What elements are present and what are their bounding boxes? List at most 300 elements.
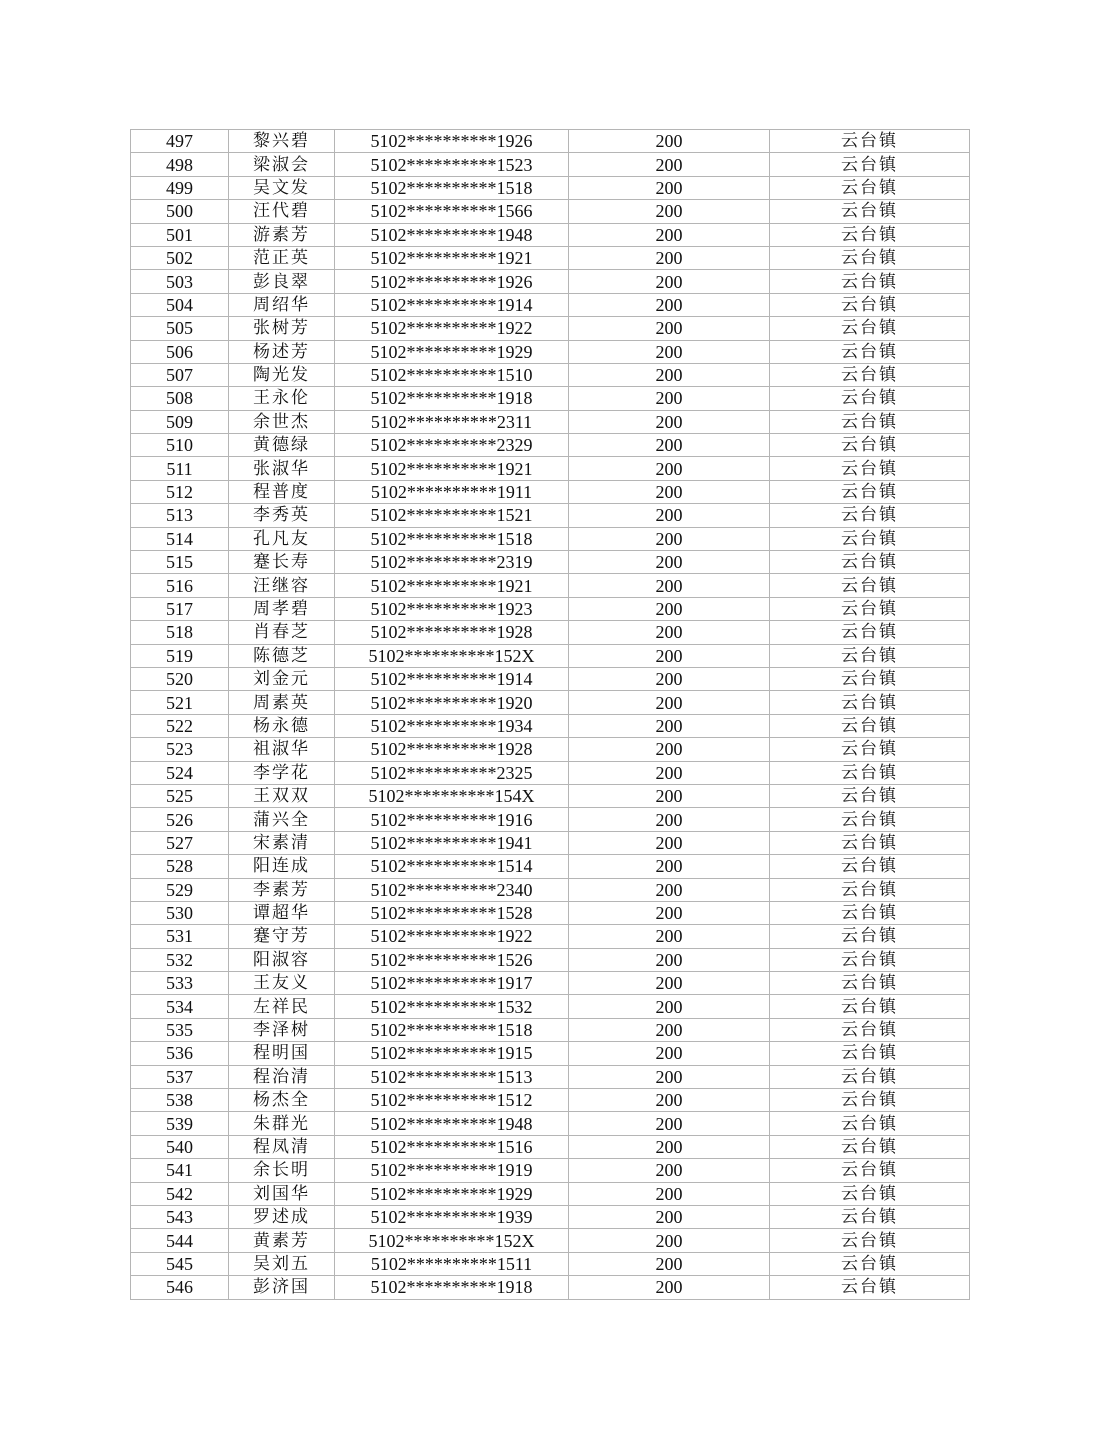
amount-cell: 200: [569, 878, 770, 901]
row-number-cell: 534: [131, 995, 229, 1018]
town-cell: 云台镇: [770, 1205, 970, 1228]
row-number-cell: 500: [131, 200, 229, 223]
id-number-cell: 5102**********1920: [335, 691, 569, 714]
town-cell: 云台镇: [770, 855, 970, 878]
person-name-cell: 左祥民: [229, 995, 335, 1018]
id-number-cell: 5102**********1939: [335, 1205, 569, 1228]
amount-cell: 200: [569, 410, 770, 433]
amount-cell: 200: [569, 831, 770, 854]
table-row: [131, 1182, 970, 1205]
person-name-cell: 阳连成: [229, 855, 335, 878]
person-name-cell: 张淑华: [229, 457, 335, 480]
table-row: [131, 1252, 970, 1275]
id-number-cell: 5102**********1566: [335, 200, 569, 223]
table-row: [131, 878, 970, 901]
row-number-cell: 542: [131, 1182, 229, 1205]
row-number-cell: 497: [131, 130, 229, 153]
row-number-cell: 506: [131, 340, 229, 363]
person-name-cell: 朱群光: [229, 1112, 335, 1135]
town-cell: 云台镇: [770, 480, 970, 503]
town-cell: 云台镇: [770, 200, 970, 223]
table-row: [131, 855, 970, 878]
table-row: [131, 1065, 970, 1088]
person-name-cell: 李素芳: [229, 878, 335, 901]
amount-cell: 200: [569, 387, 770, 410]
town-cell: 云台镇: [770, 644, 970, 667]
row-number-cell: 536: [131, 1042, 229, 1065]
person-name-cell: 李泽树: [229, 1018, 335, 1041]
amount-cell: 200: [569, 667, 770, 690]
row-number-cell: 515: [131, 551, 229, 574]
amount-cell: 200: [569, 246, 770, 269]
person-name-cell: 杨永德: [229, 714, 335, 737]
row-number-cell: 508: [131, 387, 229, 410]
town-cell: 云台镇: [770, 527, 970, 550]
town-cell: 云台镇: [770, 597, 970, 620]
table-row: [131, 995, 970, 1018]
amount-cell: 200: [569, 621, 770, 644]
id-number-cell: 5102**********152X: [335, 1229, 569, 1252]
table-row: [131, 1042, 970, 1065]
person-name-cell: 王友义: [229, 972, 335, 995]
row-number-cell: 532: [131, 948, 229, 971]
id-number-cell: 5102**********1918: [335, 387, 569, 410]
row-number-cell: 524: [131, 761, 229, 784]
person-name-cell: 陶光发: [229, 363, 335, 386]
person-name-cell: 程凤清: [229, 1135, 335, 1158]
row-number-cell: 545: [131, 1252, 229, 1275]
town-cell: 云台镇: [770, 340, 970, 363]
town-cell: 云台镇: [770, 434, 970, 457]
town-cell: 云台镇: [770, 1089, 970, 1112]
person-name-cell: 李学花: [229, 761, 335, 784]
id-number-cell: 5102**********1526: [335, 948, 569, 971]
person-name-cell: 肖春芝: [229, 621, 335, 644]
person-name-cell: 蒲兴全: [229, 808, 335, 831]
person-name-cell: 李秀英: [229, 504, 335, 527]
row-number-cell: 538: [131, 1089, 229, 1112]
table-row: [131, 1205, 970, 1228]
row-number-cell: 505: [131, 317, 229, 340]
id-number-cell: 5102**********1923: [335, 597, 569, 620]
id-number-cell: 5102**********152X: [335, 644, 569, 667]
table-row: [131, 153, 970, 176]
row-number-cell: 546: [131, 1276, 229, 1299]
town-cell: 云台镇: [770, 878, 970, 901]
town-cell: 云台镇: [770, 317, 970, 340]
table-row: [131, 597, 970, 620]
id-number-cell: 5102**********2319: [335, 551, 569, 574]
person-name-cell: 梁淑会: [229, 153, 335, 176]
table-row: [131, 1276, 970, 1299]
amount-cell: 200: [569, 1159, 770, 1182]
table-row: [131, 901, 970, 924]
id-number-cell: 5102**********1921: [335, 457, 569, 480]
amount-cell: 200: [569, 972, 770, 995]
table-row: [131, 644, 970, 667]
person-name-cell: 刘国华: [229, 1182, 335, 1205]
table-row: [131, 246, 970, 269]
town-cell: 云台镇: [770, 995, 970, 1018]
table-row: [131, 410, 970, 433]
id-number-cell: 5102**********1928: [335, 621, 569, 644]
table-row: [131, 691, 970, 714]
id-number-cell: 5102**********1917: [335, 972, 569, 995]
person-name-cell: 杨述芳: [229, 340, 335, 363]
id-number-cell: 5102**********1532: [335, 995, 569, 1018]
row-number-cell: 533: [131, 972, 229, 995]
row-number-cell: 516: [131, 574, 229, 597]
town-cell: 云台镇: [770, 457, 970, 480]
person-name-cell: 黄德绿: [229, 434, 335, 457]
town-cell: 云台镇: [770, 574, 970, 597]
person-name-cell: 程普度: [229, 480, 335, 503]
id-number-cell: 5102**********1921: [335, 246, 569, 269]
row-number-cell: 514: [131, 527, 229, 550]
person-name-cell: 范正英: [229, 246, 335, 269]
row-number-cell: 518: [131, 621, 229, 644]
row-number-cell: 539: [131, 1112, 229, 1135]
table-row: [131, 1089, 970, 1112]
row-number-cell: 523: [131, 738, 229, 761]
table-row: [131, 340, 970, 363]
row-number-cell: 520: [131, 667, 229, 690]
person-name-cell: 王双双: [229, 784, 335, 807]
person-name-cell: 汪继容: [229, 574, 335, 597]
amount-cell: 200: [569, 153, 770, 176]
id-number-cell: 5102**********1926: [335, 270, 569, 293]
town-cell: 云台镇: [770, 948, 970, 971]
id-number-cell: 5102**********1941: [335, 831, 569, 854]
person-name-cell: 程明国: [229, 1042, 335, 1065]
town-cell: 云台镇: [770, 925, 970, 948]
row-number-cell: 509: [131, 410, 229, 433]
row-number-cell: 527: [131, 831, 229, 854]
person-name-cell: 罗述成: [229, 1205, 335, 1228]
table-row: [131, 667, 970, 690]
town-cell: 云台镇: [770, 153, 970, 176]
town-cell: 云台镇: [770, 831, 970, 854]
row-number-cell: 544: [131, 1229, 229, 1252]
town-cell: 云台镇: [770, 223, 970, 246]
amount-cell: 200: [569, 1112, 770, 1135]
town-cell: 云台镇: [770, 176, 970, 199]
row-number-cell: 530: [131, 901, 229, 924]
town-cell: 云台镇: [770, 972, 970, 995]
amount-cell: 200: [569, 855, 770, 878]
town-cell: 云台镇: [770, 901, 970, 924]
amount-cell: 200: [569, 1089, 770, 1112]
id-number-cell: 5102**********1523: [335, 153, 569, 176]
table-row: [131, 176, 970, 199]
amount-cell: 200: [569, 691, 770, 714]
amount-cell: 200: [569, 1252, 770, 1275]
amount-cell: 200: [569, 738, 770, 761]
table-row: [131, 761, 970, 784]
row-number-cell: 512: [131, 480, 229, 503]
town-cell: 云台镇: [770, 691, 970, 714]
row-number-cell: 499: [131, 176, 229, 199]
person-name-cell: 余世杰: [229, 410, 335, 433]
amount-cell: 200: [569, 551, 770, 574]
person-name-cell: 蹇长寿: [229, 551, 335, 574]
row-number-cell: 501: [131, 223, 229, 246]
table-row: [131, 948, 970, 971]
person-name-cell: 蹇守芳: [229, 925, 335, 948]
amount-cell: 200: [569, 504, 770, 527]
person-name-cell: 吴刘五: [229, 1252, 335, 1275]
table-row: [131, 1135, 970, 1158]
amount-cell: 200: [569, 948, 770, 971]
town-cell: 云台镇: [770, 808, 970, 831]
id-number-cell: 5102**********2329: [335, 434, 569, 457]
table-row: [131, 1112, 970, 1135]
row-number-cell: 528: [131, 855, 229, 878]
person-name-cell: 宋素清: [229, 831, 335, 854]
table-row: [131, 504, 970, 527]
row-number-cell: 502: [131, 246, 229, 269]
town-cell: 云台镇: [770, 621, 970, 644]
id-number-cell: 5102**********1915: [335, 1042, 569, 1065]
amount-cell: 200: [569, 597, 770, 620]
person-name-cell: 王永伦: [229, 387, 335, 410]
amount-cell: 200: [569, 995, 770, 1018]
person-name-cell: 黎兴碧: [229, 130, 335, 153]
row-number-cell: 503: [131, 270, 229, 293]
table-row: [131, 621, 970, 644]
table-row: [131, 387, 970, 410]
id-number-cell: 5102**********1916: [335, 808, 569, 831]
row-number-cell: 513: [131, 504, 229, 527]
town-cell: 云台镇: [770, 1159, 970, 1182]
row-number-cell: 517: [131, 597, 229, 620]
town-cell: 云台镇: [770, 130, 970, 153]
roster-table: [130, 129, 970, 1300]
amount-cell: 200: [569, 340, 770, 363]
amount-cell: 200: [569, 130, 770, 153]
town-cell: 云台镇: [770, 1018, 970, 1041]
person-name-cell: 祖淑华: [229, 738, 335, 761]
amount-cell: 200: [569, 1042, 770, 1065]
amount-cell: 200: [569, 176, 770, 199]
row-number-cell: 521: [131, 691, 229, 714]
amount-cell: 200: [569, 1229, 770, 1252]
id-number-cell: 5102**********1921: [335, 574, 569, 597]
person-name-cell: 彭济国: [229, 1276, 335, 1299]
town-cell: 云台镇: [770, 504, 970, 527]
row-number-cell: 522: [131, 714, 229, 737]
table-row: [131, 363, 970, 386]
table-row: [131, 200, 970, 223]
table-row: [131, 317, 970, 340]
amount-cell: 200: [569, 527, 770, 550]
table-row: [131, 831, 970, 854]
row-number-cell: 531: [131, 925, 229, 948]
row-number-cell: 526: [131, 808, 229, 831]
table-row: [131, 574, 970, 597]
id-number-cell: 5102**********1934: [335, 714, 569, 737]
table-row: [131, 1229, 970, 1252]
amount-cell: 200: [569, 1205, 770, 1228]
id-number-cell: 5102**********1929: [335, 1182, 569, 1205]
id-number-cell: 5102**********1511: [335, 1252, 569, 1275]
person-name-cell: 张树芳: [229, 317, 335, 340]
id-number-cell: 5102**********154X: [335, 784, 569, 807]
table-row: [131, 1159, 970, 1182]
id-number-cell: 5102**********1518: [335, 527, 569, 550]
row-number-cell: 519: [131, 644, 229, 667]
id-number-cell: 5102**********1512: [335, 1089, 569, 1112]
amount-cell: 200: [569, 200, 770, 223]
row-number-cell: 541: [131, 1159, 229, 1182]
person-name-cell: 谭超华: [229, 901, 335, 924]
row-number-cell: 543: [131, 1205, 229, 1228]
amount-cell: 200: [569, 1018, 770, 1041]
town-cell: 云台镇: [770, 1135, 970, 1158]
row-number-cell: 511: [131, 457, 229, 480]
amount-cell: 200: [569, 1135, 770, 1158]
row-number-cell: 540: [131, 1135, 229, 1158]
town-cell: 云台镇: [770, 363, 970, 386]
id-number-cell: 5102**********1521: [335, 504, 569, 527]
amount-cell: 200: [569, 901, 770, 924]
person-name-cell: 杨杰全: [229, 1089, 335, 1112]
amount-cell: 200: [569, 1065, 770, 1088]
amount-cell: 200: [569, 644, 770, 667]
amount-cell: 200: [569, 714, 770, 737]
amount-cell: 200: [569, 434, 770, 457]
amount-cell: 200: [569, 1182, 770, 1205]
row-number-cell: 535: [131, 1018, 229, 1041]
town-cell: 云台镇: [770, 1112, 970, 1135]
table-row: [131, 457, 970, 480]
town-cell: 云台镇: [770, 246, 970, 269]
row-number-cell: 529: [131, 878, 229, 901]
id-number-cell: 5102**********1948: [335, 223, 569, 246]
amount-cell: 200: [569, 574, 770, 597]
table-row: [131, 551, 970, 574]
id-number-cell: 5102**********1922: [335, 317, 569, 340]
amount-cell: 200: [569, 317, 770, 340]
id-number-cell: 5102**********1518: [335, 176, 569, 199]
town-cell: 云台镇: [770, 667, 970, 690]
person-name-cell: 陈德芝: [229, 644, 335, 667]
amount-cell: 200: [569, 457, 770, 480]
table-row: [131, 784, 970, 807]
id-number-cell: 5102**********1510: [335, 363, 569, 386]
person-name-cell: 汪代碧: [229, 200, 335, 223]
id-number-cell: 5102**********1914: [335, 667, 569, 690]
person-name-cell: 周素英: [229, 691, 335, 714]
town-cell: 云台镇: [770, 1042, 970, 1065]
person-name-cell: 游素芳: [229, 223, 335, 246]
amount-cell: 200: [569, 761, 770, 784]
id-number-cell: 5102**********1948: [335, 1112, 569, 1135]
town-cell: 云台镇: [770, 387, 970, 410]
id-number-cell: 5102**********2340: [335, 878, 569, 901]
amount-cell: 200: [569, 1276, 770, 1299]
town-cell: 云台镇: [770, 784, 970, 807]
roster-table-body: [131, 130, 970, 1300]
table-row: [131, 223, 970, 246]
person-name-cell: 刘金元: [229, 667, 335, 690]
id-number-cell: 5102**********1919: [335, 1159, 569, 1182]
town-cell: 云台镇: [770, 738, 970, 761]
person-name-cell: 余长明: [229, 1159, 335, 1182]
town-cell: 云台镇: [770, 1229, 970, 1252]
id-number-cell: 5102**********1926: [335, 130, 569, 153]
id-number-cell: 5102**********1914: [335, 293, 569, 316]
amount-cell: 200: [569, 784, 770, 807]
table-row: [131, 130, 970, 153]
table-row: [131, 293, 970, 316]
amount-cell: 200: [569, 270, 770, 293]
row-number-cell: 507: [131, 363, 229, 386]
person-name-cell: 程治清: [229, 1065, 335, 1088]
town-cell: 云台镇: [770, 1252, 970, 1275]
table-row: [131, 480, 970, 503]
row-number-cell: 525: [131, 784, 229, 807]
row-number-cell: 498: [131, 153, 229, 176]
town-cell: 云台镇: [770, 270, 970, 293]
row-number-cell: 504: [131, 293, 229, 316]
table-row: [131, 738, 970, 761]
id-number-cell: 5102**********1518: [335, 1018, 569, 1041]
table-row: [131, 434, 970, 457]
table-row: [131, 1018, 970, 1041]
amount-cell: 200: [569, 480, 770, 503]
person-name-cell: 黄素芳: [229, 1229, 335, 1252]
id-number-cell: 5102**********1911: [335, 480, 569, 503]
town-cell: 云台镇: [770, 714, 970, 737]
table-row: [131, 925, 970, 948]
amount-cell: 200: [569, 293, 770, 316]
town-cell: 云台镇: [770, 761, 970, 784]
id-number-cell: 5102**********1922: [335, 925, 569, 948]
id-number-cell: 5102**********2311: [335, 410, 569, 433]
person-name-cell: 阳淑容: [229, 948, 335, 971]
amount-cell: 200: [569, 925, 770, 948]
table-row: [131, 714, 970, 737]
person-name-cell: 周孝碧: [229, 597, 335, 620]
person-name-cell: 吴文发: [229, 176, 335, 199]
town-cell: 云台镇: [770, 551, 970, 574]
amount-cell: 200: [569, 808, 770, 831]
person-name-cell: 孔凡友: [229, 527, 335, 550]
table-row: [131, 527, 970, 550]
town-cell: 云台镇: [770, 1182, 970, 1205]
row-number-cell: 537: [131, 1065, 229, 1088]
table-row: [131, 972, 970, 995]
town-cell: 云台镇: [770, 1065, 970, 1088]
id-number-cell: 5102**********1514: [335, 855, 569, 878]
table-row: [131, 808, 970, 831]
id-number-cell: 5102**********1928: [335, 738, 569, 761]
town-cell: 云台镇: [770, 1276, 970, 1299]
amount-cell: 200: [569, 363, 770, 386]
id-number-cell: 5102**********1918: [335, 1276, 569, 1299]
person-name-cell: 彭良翠: [229, 270, 335, 293]
row-number-cell: 510: [131, 434, 229, 457]
id-number-cell: 5102**********1516: [335, 1135, 569, 1158]
amount-cell: 200: [569, 223, 770, 246]
id-number-cell: 5102**********2325: [335, 761, 569, 784]
town-cell: 云台镇: [770, 410, 970, 433]
town-cell: 云台镇: [770, 293, 970, 316]
table-row: [131, 270, 970, 293]
person-name-cell: 周绍华: [229, 293, 335, 316]
id-number-cell: 5102**********1528: [335, 901, 569, 924]
